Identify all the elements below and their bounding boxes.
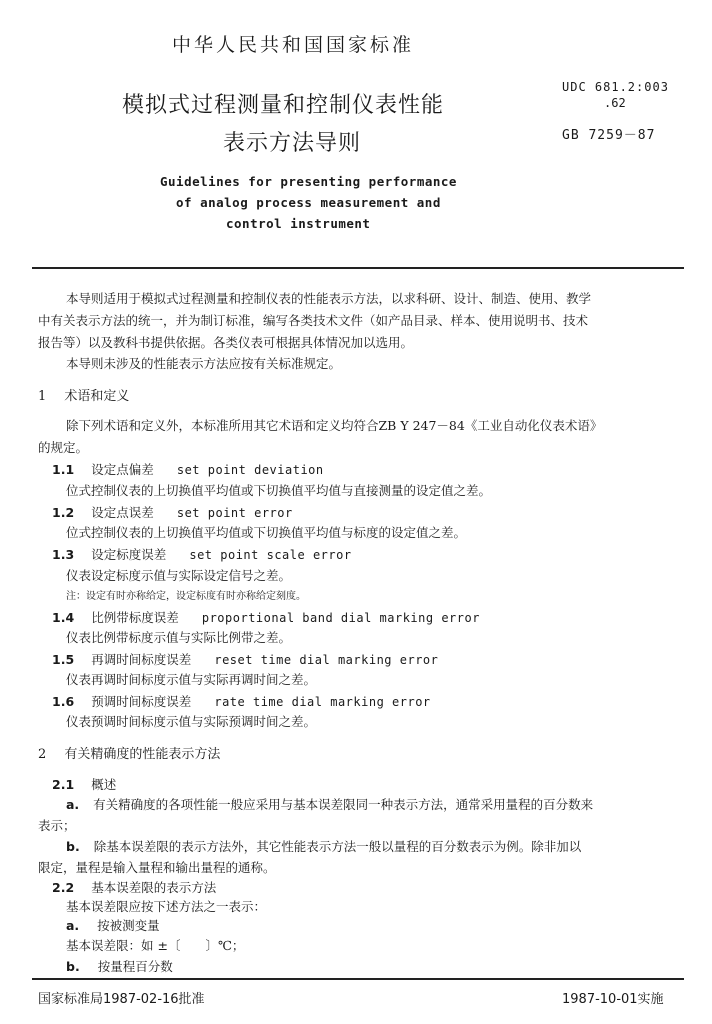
intro-line4: 本导则未涉及的性能表示方法应按有关标准规定。: [66, 356, 342, 371]
footer-divider: [32, 978, 684, 980]
subsection-number: 2.1: [52, 777, 75, 792]
item-b-label: b.: [66, 839, 80, 854]
term-cn: 再调时间标度误差: [91, 652, 192, 667]
term-1-2-definition: 位式控制仪表的上切换值平均值或下切换值平均值与标度的设定值之差。: [66, 525, 467, 540]
term-number: 1.4: [52, 610, 75, 625]
subsection-2-1-heading: [52, 774, 116, 793]
section1-title: 术语和定义: [64, 389, 130, 404]
document-title-line1: 模拟式过程测量和控制仪表性能: [122, 93, 445, 118]
item-b-line2: 限定，量程是输入量程和输出量程的通称。: [38, 860, 276, 875]
term-1-4: [52, 607, 480, 626]
section2-title: 有关精确度的性能表示方法: [64, 747, 221, 762]
item-a-line2: 表示；: [38, 818, 76, 833]
term-1-1-definition: 位式控制仪表的上切换值平均值或下切换值平均值与直接测量的设定值之差。: [66, 483, 492, 498]
term-cn: 预调时间标度误差: [91, 694, 192, 709]
term-cn: 设定点误差: [91, 505, 154, 520]
document-title-line2: 表示方法导则: [223, 131, 362, 156]
term-en: reset time dial marking error: [214, 653, 439, 667]
term-1-3-note: 注：设定有时亦称给定，设定标度有时亦称给定刻度。: [66, 591, 306, 602]
item-b2-label: b.: [66, 959, 80, 974]
udc-code: UDC 681.2:003: [562, 80, 669, 94]
term-1-5-definition: 仪表再调时间标度示值与实际再调时间之差。: [66, 672, 317, 687]
term-1-4-definition: 仪表比例带标度示值与实际比例带之差。: [66, 630, 292, 645]
term-1-5: [52, 649, 438, 668]
item-b-line1: [66, 837, 581, 855]
english-title-line2: of analog process measurement and: [176, 195, 441, 210]
item-a2: [66, 916, 160, 934]
term-1-6: [52, 691, 431, 710]
item-a2-label: a.: [66, 918, 80, 933]
term-en: set point deviation: [176, 463, 324, 477]
subsection-2-2-heading: [52, 877, 216, 896]
subsection-title: 概述: [91, 777, 117, 792]
intro-line1: 本导则适用于模拟式过程测量和控制仪表的性能表示方法，以求科研、设计、制造、使用、教学: [66, 291, 592, 306]
implementation-date: 1987-10-01实施: [562, 992, 664, 1007]
intro-line3: 报告等）以及教科书提供依据。各类仪表可根据具体情况加以选用。: [38, 335, 414, 350]
term-number: 1.1: [52, 462, 75, 477]
header-divider: [32, 267, 684, 269]
item-b2-text: 按量程百分数: [97, 959, 173, 974]
item-b2: [66, 957, 173, 975]
section1-number: 1: [38, 389, 47, 404]
subsection-number: 2.2: [52, 880, 75, 895]
term-number: 1.2: [52, 505, 75, 520]
term-number: 1.5: [52, 652, 75, 667]
item-a2-text: 按被测变量: [97, 918, 160, 933]
section1-heading: [38, 385, 129, 404]
section1-para-line2: 的规定。: [38, 440, 89, 455]
term-en: set point error: [176, 506, 293, 520]
term-1-2: [52, 502, 293, 521]
term-en: proportional band dial marking error: [201, 611, 480, 625]
item-a-line1: [66, 795, 593, 813]
term-cn: 设定点偏差: [91, 462, 154, 477]
item-a-text: 有关精确度的各项性能一般应采用与基本误差限同一种表示方法，通常采用量程的百分数来: [93, 797, 594, 812]
term-en: rate time dial marking error: [214, 695, 431, 709]
term-number: 1.6: [52, 694, 75, 709]
term-number: 1.3: [52, 547, 75, 562]
udc-code-continuation: .62: [604, 96, 626, 110]
section2-number: 2: [38, 747, 47, 762]
section2-heading: [38, 743, 220, 762]
term-1-6-definition: 仪表预调时间标度示值与实际预调时间之差。: [66, 714, 317, 729]
section1-para-line1: 除下列术语和定义外，本标准所用其它术语和定义均符合ZB Y 247－84《工业自动化仪表术语》: [66, 418, 603, 433]
english-title-line1: Guidelines for presenting performance: [160, 174, 457, 189]
formula-line: 基本误差限：如 ±〔 〕℃；: [66, 938, 245, 953]
term-cn: 设定标度误差: [91, 547, 167, 562]
gb-standard-number: GB 7259－87: [562, 128, 656, 143]
term-1-3-definition: 仪表设定标度示值与实际设定信号之差。: [66, 568, 292, 583]
term-1-1: [52, 459, 324, 478]
intro-line2: 中有关表示方法的统一，并为制订标准，编写各类技术文件（如产品目录、样本、使用说明书、技术: [38, 313, 589, 328]
approval-date: 国家标准局1987-02-16批准: [38, 992, 205, 1007]
subsection-title: 基本误差限的表示方法: [91, 880, 217, 895]
term-1-3: [52, 544, 352, 563]
national-standard-heading: 中华人民共和国国家标准: [172, 34, 415, 56]
item-b-text: 除基本误差限的表示方法外，其它性能表示方法一般以量程的百分数表示为例。除非加以: [93, 839, 582, 854]
english-title-line3: control instrument: [226, 216, 371, 231]
term-en: set point scale error: [189, 548, 352, 562]
term-cn: 比例带标度误差: [91, 610, 179, 625]
item-a-label: a.: [66, 797, 80, 812]
subsection-2-2-para: 基本误差限应按下述方法之一表示：: [66, 899, 267, 914]
